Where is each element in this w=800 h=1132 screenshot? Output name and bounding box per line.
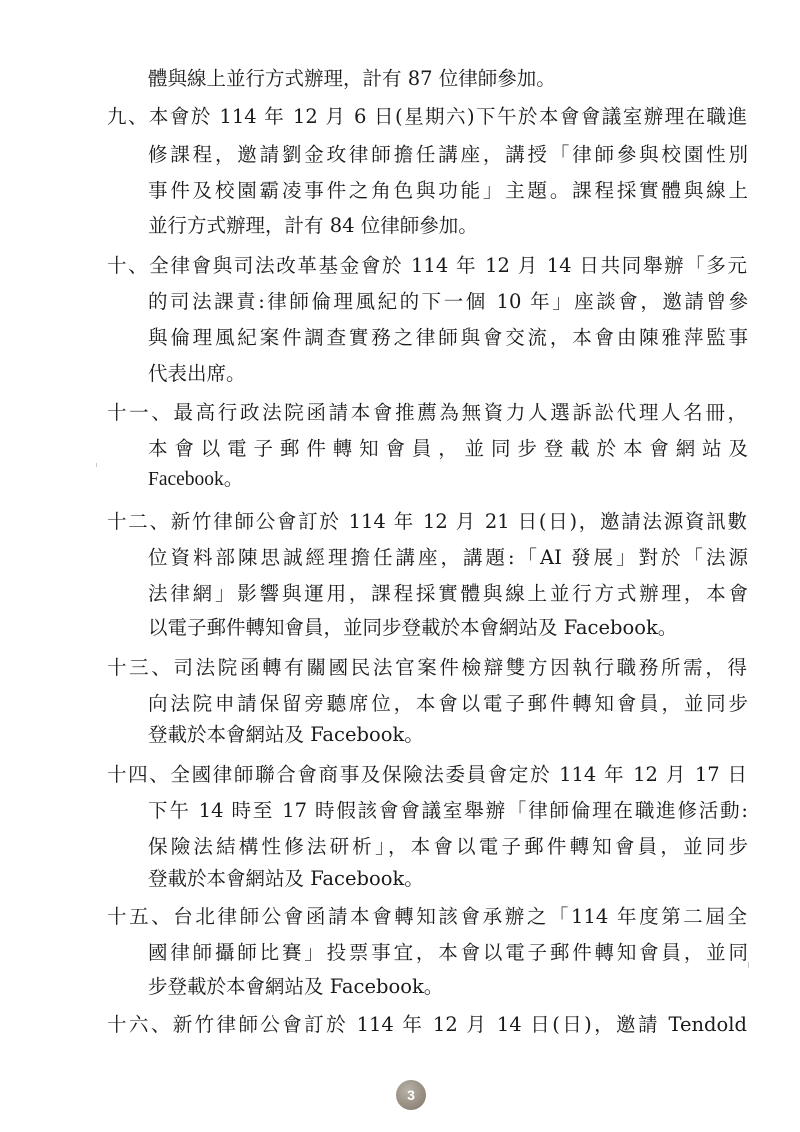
paragraph-line: 並行方式辦理，計有 84 位律師參加。 <box>148 214 478 237</box>
paragraph-line: 登載於本會網站及 Facebook。 <box>148 867 424 890</box>
paragraph-line: 位資料部陳思誠經理擔任講座，講題:「AI 發展」對於「法源 <box>148 546 748 569</box>
paragraph-line: 與倫理風紀案件調查實務之律師與會交流，本會由陳雅萍監事 <box>148 326 748 349</box>
paragraph-line: 保險法結構性修法研析」，本會以電子郵件轉知會員，並同步 <box>148 835 748 858</box>
paragraph-line: 國律師攝師比賽」投票事宜，本會以電子郵件轉知會員，並同 <box>148 941 748 964</box>
paragraph-line: 十三、司法院函轉有關國民法官案件檢辯雙方因執行職務所需，得 <box>107 656 747 679</box>
paragraph-line: 步登載於本會網站及 Facebook。 <box>148 975 444 998</box>
paragraph-line: 法律網」影響與運用，課程採實體與線上並行方式辦理，本會 <box>148 582 748 605</box>
paragraph-line: 十四、全國律師聯合會商事及保險法委員會定於 114 年 12 月 17 日 <box>107 763 747 786</box>
scan-speck <box>748 962 749 968</box>
paragraph-line: 十六、新竹律師公會訂於 114 年 12 月 14 日(日)，邀請 Tendold <box>107 1013 747 1036</box>
paragraph-line: Facebook。 <box>148 469 244 490</box>
paragraph-line: 體與線上並行方式辦理，計有 87 位律師參加。 <box>148 67 556 90</box>
page-number-badge: 3 <box>396 1080 426 1110</box>
paragraph-line: 本會以電子郵件轉知會員，並同步登載於本會網站及 <box>148 437 748 460</box>
paragraph-line: 下午 14 時至 17 時假該會會議室舉辦「律師倫理在職進修活動: <box>148 799 748 822</box>
paragraph-line: 九、本會於 114 年 12 月 6 日(星期六)下午於本會會議室辦理在職進 <box>107 105 747 128</box>
paragraph-line: 以電子郵件轉知會員，並同步登載於本會網站及 Facebook。 <box>148 616 678 639</box>
paragraph-line: 事件及校園霸凌事件之角色與功能」主題。課程採實體與線上 <box>148 179 748 202</box>
paragraph-line: 十一、最高行政法院函請本會推薦為無資力人選訴訟代理人名冊， <box>107 401 747 424</box>
paragraph-line: 十、全律會與司法改革基金會於 114 年 12 月 14 日共同舉辦「多元 <box>107 254 747 277</box>
paragraph-line: 的司法課責:律師倫理風紀的下一個 10 年」座談會，邀請曾參 <box>148 290 748 313</box>
paragraph-line: 十二、新竹律師公會訂於 114 年 12 月 21 日(日)，邀請法源資訊數 <box>107 510 747 533</box>
paragraph-line: 修課程，邀請劉金玫律師擔任講座，講授「律師參與校園性別 <box>148 143 748 166</box>
scan-speck <box>96 463 97 467</box>
paragraph-line: 代表出席。 <box>148 362 246 385</box>
paragraph-line: 登載於本會網站及 Facebook。 <box>148 723 424 746</box>
paragraph-line: 十五、台北律師公會函請本會轉知該會承辦之「114 年度第二屆全 <box>107 905 747 928</box>
paragraph-line: 向法院申請保留旁聽席位，本會以電子郵件轉知會員，並同步 <box>148 692 748 715</box>
